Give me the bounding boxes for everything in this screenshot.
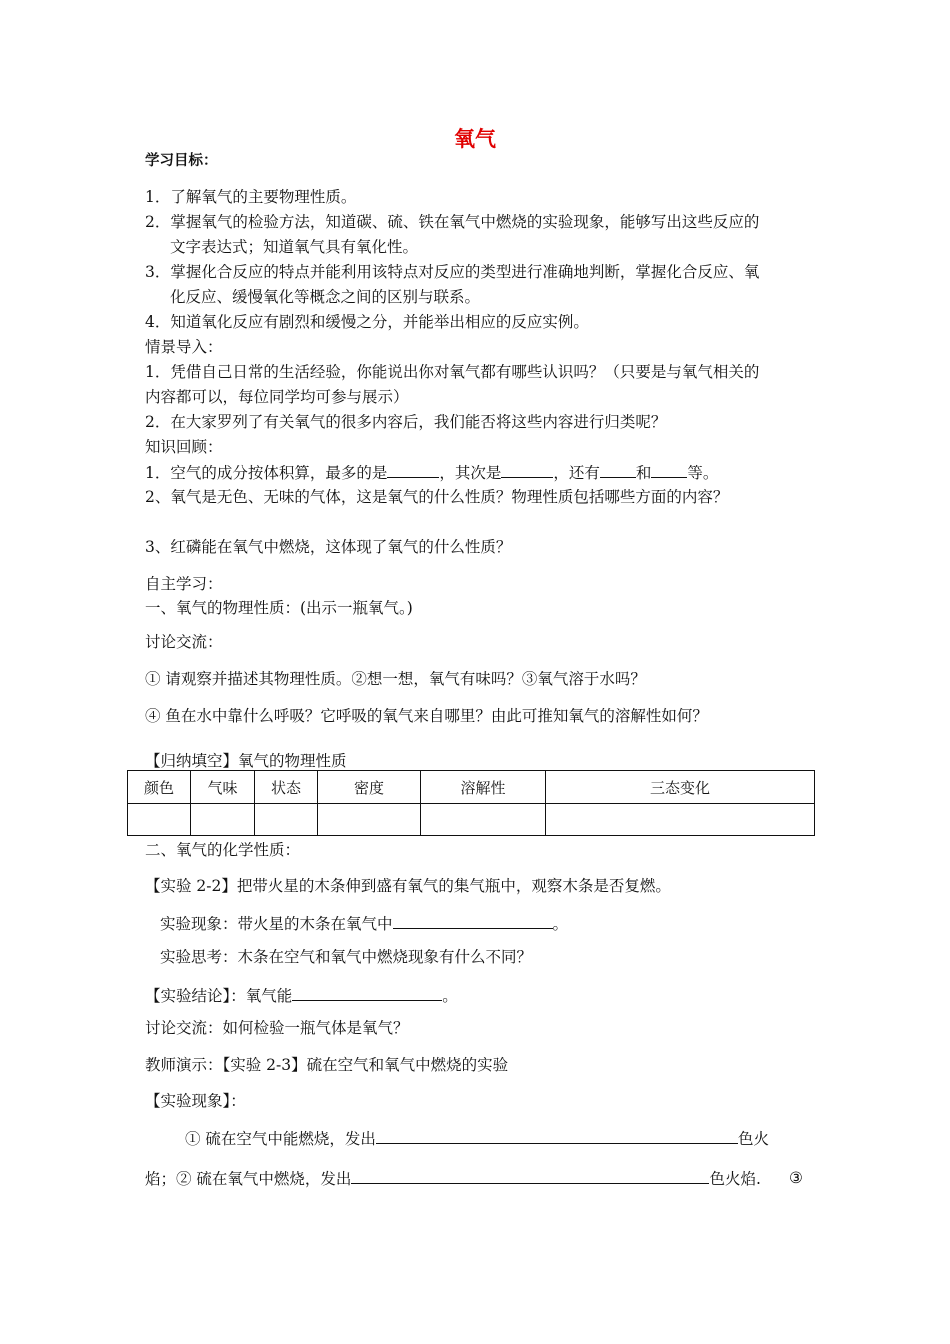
discussion-label: 讨论交流： <box>145 633 223 651</box>
experiment-thinking: 实验思考：木条在空气和氧气中燃烧现象有什么不同？ <box>160 948 533 966</box>
sulfur-oxygen-end: 色火焰. <box>709 1170 761 1188</box>
review-q1-text-d: 和 <box>635 464 652 482</box>
cell-phase-change[interactable] <box>546 804 815 836</box>
header-odor: 气味 <box>191 771 255 804</box>
blank-also-1[interactable] <box>600 462 636 478</box>
section-chemical: 二、氧气的化学性质： <box>145 841 301 859</box>
objective-2-cont: 文字表达式；知道氧气具有氧化性。 <box>170 238 419 256</box>
header-phase-change: 三态变化 <box>546 771 815 804</box>
intro-item-1: 1．凭借自己日常的生活经验，你能说出你对氧气都有哪些认识吗？（只要是与氧气相关的 <box>145 363 760 381</box>
table-header-row <box>128 771 815 804</box>
review-q1-text-a: 1．空气的成分按体积算，最多的是 <box>145 464 388 482</box>
blank-phenomenon[interactable] <box>393 913 553 929</box>
experiment-conclusion <box>145 985 458 1006</box>
experiment-phenomenon <box>160 913 568 934</box>
review-q1-text-b: ，其次是 <box>439 464 502 482</box>
review-q1-text-c: ，还有 <box>553 464 600 482</box>
header-solubility: 溶解性 <box>421 771 546 804</box>
cell-odor[interactable] <box>191 804 255 836</box>
objective-3-cont: 化反应、缓慢氧化等概念之间的区别与联系。 <box>170 288 481 306</box>
intro-heading: 情景导入： <box>145 338 223 356</box>
discussion-item-2: ④ 鱼在水中靠什么呼吸？它呼吸的氧气来自哪里？由此可推知氧气的溶解性如何？ <box>145 707 708 725</box>
review-q1 <box>145 462 718 483</box>
blank-sulfur-oxygen[interactable] <box>351 1168 709 1184</box>
phenomenon-heading: 【实验现象】： <box>145 1092 246 1110</box>
table-answer-row <box>128 804 815 836</box>
objective-2: 2．掌握氧气的检验方法，知道碳、硫、铁在氧气中燃烧的实验现象，能够写出这些反应的 <box>145 213 760 231</box>
next-item-marker: ③ <box>789 1169 803 1187</box>
blank-conclusion[interactable] <box>292 985 442 1001</box>
self-study-heading: 自主学习： <box>145 575 223 593</box>
conclusion-end: 。 <box>442 987 458 1005</box>
sulfur-air-line <box>185 1128 769 1149</box>
blank-most[interactable] <box>387 462 439 478</box>
section-physical: 一、氧气的物理性质：(出示一瓶氧气。) <box>145 599 413 617</box>
objectives-heading: 学习目标： <box>145 153 218 169</box>
review-heading: 知识回顾： <box>145 438 223 456</box>
cell-density[interactable] <box>318 804 421 836</box>
cell-solubility[interactable] <box>421 804 546 836</box>
cell-color[interactable] <box>128 804 191 836</box>
conclusion-text: 【实验结论】：氧气能 <box>145 987 293 1005</box>
page-title: 氧气 <box>454 127 496 151</box>
discussion-2: 讨论交流：如何检验一瓶气体是氧气？ <box>145 1019 409 1037</box>
phenomenon-end: 。 <box>552 915 569 933</box>
blank-second[interactable] <box>501 462 553 478</box>
header-color: 颜色 <box>128 771 191 804</box>
review-q1-text-e: 等。 <box>687 464 719 482</box>
objective-1: 1．了解氧气的主要物理性质。 <box>145 188 357 206</box>
sulfur-oxygen-text: 焰；② 硫在氧气中燃烧，发出 <box>145 1170 352 1188</box>
review-q2: 2、氧气是无色、无味的气体，这是氧气的什么性质？物理性质包括哪些方面的内容？ <box>145 488 729 506</box>
intro-item-1-cont: 内容都可以，每位同学均可参与展示） <box>145 388 409 406</box>
phenomenon-text: 实验现象：带火星的木条在氧气中 <box>160 915 393 933</box>
experiment-2-2: 【实验 2-2】把带火星的木条伸到盛有氧气的集气瓶中，观察木条是否复燃。 <box>145 877 671 895</box>
teacher-demo: 教师演示：【实验 2-3】硫在空气和氧气中燃烧的实验 <box>145 1056 509 1074</box>
sulfur-air-text: ① 硫在空气中能燃烧，发出 <box>185 1130 376 1148</box>
blank-sulfur-air[interactable] <box>376 1128 738 1144</box>
header-state: 状态 <box>255 771 318 804</box>
discussion-item-1: ① 请观察并描述其物理性质。②想一想，氧气有味吗？③氧气溶于水吗？ <box>145 670 646 688</box>
header-density: 密度 <box>318 771 421 804</box>
sulfur-air-end: 色火 <box>737 1130 769 1148</box>
intro-item-2: 2．在大家罗列了有关氧气的很多内容后，我们能否将这些内容进行归类呢？ <box>145 413 667 431</box>
blank-also-2[interactable] <box>651 462 687 478</box>
review-q3: 3、红磷能在氧气中燃烧，这体现了氧气的什么性质？ <box>145 538 512 556</box>
sulfur-oxygen-line <box>145 1168 761 1189</box>
table-caption: 【归纳填空】氧气的物理性质 <box>145 752 347 770</box>
cell-state[interactable] <box>255 804 318 836</box>
objective-4: 4．知道氧化反应有剧烈和缓慢之分，并能举出相应的反应实例。 <box>145 313 589 331</box>
physical-properties-table <box>127 770 815 836</box>
objective-3: 3．掌握化合反应的特点并能利用该特点对反应的类型进行准确地判断，掌握化合反应、氧 <box>145 263 760 281</box>
